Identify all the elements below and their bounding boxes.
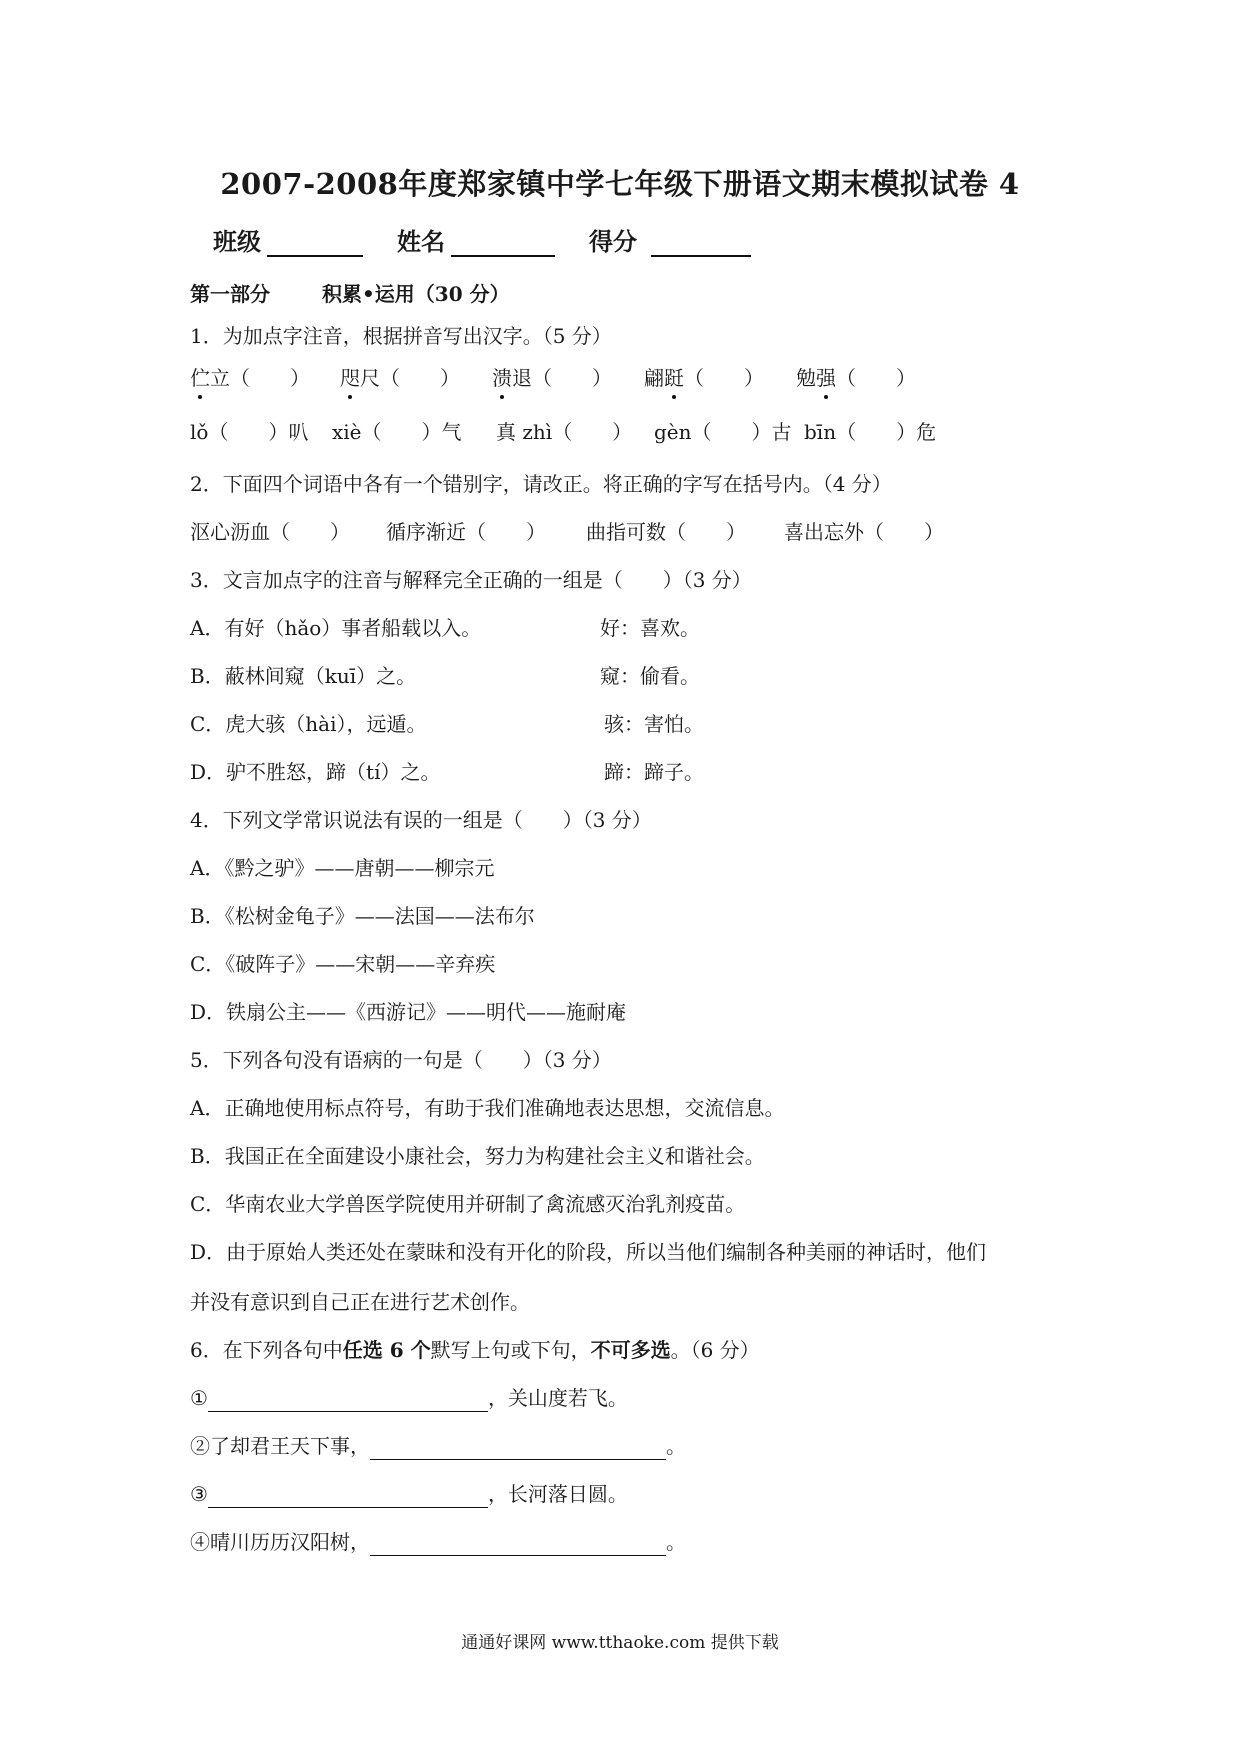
q5-option-a: A．正确地使用标点符号，有助于我们准确地表达思想，交流信息。 (190, 1096, 785, 1120)
q4-option-d: D．铁扇公主——《西游记》——明代——施耐庵 (190, 1000, 627, 1024)
q5-stem: 5．下列各句没有语病的一句是（ ）（3 分） (190, 1048, 612, 1072)
q1-pinyin-4: gèn（ ）古 (654, 420, 792, 444)
q5-option-d: D．由于原始人类还处在蒙昧和没有开化的阶段，所以当他们编制各种美丽的神话时，他们 (190, 1240, 987, 1264)
q4-option-b: B．《松树金龟子》——法国——法布尔 (190, 904, 535, 928)
score-blank[interactable] (651, 229, 751, 257)
q5-option-c: C．华南农业大学兽医学院使用并研制了禽流感灭治乳剂疫苗。 (190, 1192, 746, 1216)
q2-stem: 2．下面四个词语中各有一个错别字，请改正。将正确的字写在括号内。（4 分） (190, 472, 892, 496)
name-field (397, 222, 555, 257)
q3-stem: 3．文言加点字的注音与解释完全正确的一组是（ ）（3 分） (190, 568, 752, 592)
q1-word-3: 溃退（ ） (492, 366, 612, 390)
q1-word-4: 翩跹（ ） (644, 366, 764, 390)
q1-pinyin-2: xiè（ ）气 (332, 420, 462, 444)
q6-blank-2[interactable] (370, 1435, 666, 1460)
q1-word-2: 咫尺（ ） (340, 366, 460, 390)
page-title: 2007-2008年度郑家镇中学七年级下册语文期末模拟试卷 4 (220, 167, 1020, 201)
q6-blank-4[interactable] (370, 1531, 666, 1556)
q1-pinyin-1: lǒ（ ）叭 (190, 420, 309, 444)
q2-word-1: 沤心沥血（ ） (190, 520, 350, 544)
q6-stem: 6．在下列各句中任选 6 个默写上句或下句，不可多选。（6 分） (190, 1338, 760, 1362)
section-heading (190, 278, 510, 307)
q3-option-b: B．蔽林间窥（kuī）之。 窥：偷看。 (190, 664, 700, 688)
q2-word-4: 喜出忘外（ ） (784, 520, 944, 544)
name-blank[interactable] (451, 229, 555, 257)
class-field (213, 222, 363, 257)
footer-credit: 通通好课网 www.tthaoke.com 提供下载 (461, 1633, 779, 1653)
student-info-fields (213, 222, 785, 257)
q3-option-a: A．有好（hǎo）事者船载以入。 好：喜欢。 (190, 616, 700, 640)
q1-stem: 1．为加点字注音，根据拼音写出汉字。（5 分） (190, 324, 612, 348)
name-label: 姓名 (397, 227, 445, 256)
q3-option-c: C．虎大骇（hài），远遁。 骇：害怕。 (190, 712, 704, 736)
q5-option-b: B．我国正在全面建设小康社会，努力为构建社会主义和谐社会。 (190, 1144, 765, 1168)
q1-word-1: 伫立（ ） (190, 366, 310, 390)
q1-pinyin-5: bīn（ ）危 (804, 420, 937, 444)
class-blank[interactable] (267, 229, 363, 257)
q3-option-d: D．驴不胜怒，蹄（tí）之。 蹄：蹄子。 (190, 760, 704, 784)
q1-pinyin-3: 真 zhì（ ） (496, 420, 633, 444)
q6-item-4: ④晴川历历汉阳树， 。 (190, 1530, 686, 1554)
q6-blank-3[interactable] (208, 1483, 488, 1508)
class-label: 班级 (213, 227, 261, 256)
q6-blank-1[interactable] (208, 1387, 488, 1412)
q1-word-5: 勉强（ ） (796, 366, 916, 390)
score-label: 得分 (589, 227, 637, 256)
q2-word-3: 曲指可数（ ） (586, 520, 746, 544)
q2-word-2: 循序渐近（ ） (386, 520, 546, 544)
q5-option-d-continued: 并没有意识到自己正在进行艺术创作。 (190, 1290, 530, 1314)
section-label: 第一部分 (190, 282, 270, 306)
q6-item-1: ① ，关山度若飞。 (190, 1386, 628, 1410)
q4-option-c: C．《破阵子》——宋朝——辛弃疾 (190, 952, 496, 976)
q6-item-3: ③ ，长河落日圆。 (190, 1482, 628, 1506)
section-name: 积累•运用（30 分） (322, 282, 510, 306)
score-field (589, 222, 751, 257)
q4-stem: 4．下列文学常识说法有误的一组是（ ）（3 分） (190, 808, 652, 832)
q4-option-a: A．《黔之驴》——唐朝——柳宗元 (190, 856, 495, 880)
q6-item-2: ②了却君王天下事， 。 (190, 1434, 686, 1458)
